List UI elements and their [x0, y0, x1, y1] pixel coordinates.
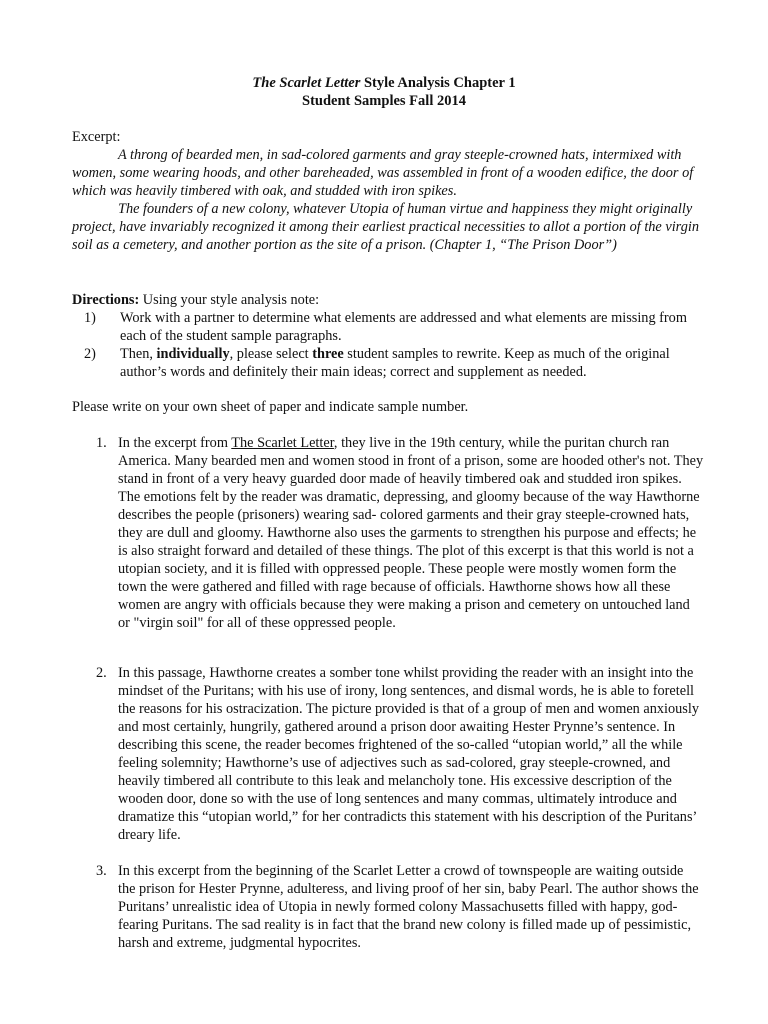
title-rest: Style Analysis Chapter 1: [360, 75, 516, 91]
sample-book-title: The Scarlet Letter: [231, 435, 334, 451]
sample-3: [72, 862, 704, 952]
sample-text: , they live in the 19th century, while the puritan church ran America. Many bearded men and women stood in front of a prison, some are hooded other's not. They stand in front of a very heavy guarded door made of heavily timbered oak and studded iron spikes. The emotions felt by the reader was dramatic, depressing, and gloomy because of the way Hawthorne describes the people (prisoners) wearing sad- colored garments and their gray steeple-crowned hats, they are dull and gloomy. Hawthorne also uses the garments to strengthen his purpose and effects; he is also straight forward and detailed of these things. The plot of this excerpt is that this world is not a utopian society, and it is filled with oppressed people. These people were mostly women form the town the were gathered and filled with rage because of officials. Hawthorne shows how all these women are angry with officials because they were making a prison and cemetery on untouched land or "virgin soil" for all of these oppressed people.: [118, 435, 704, 631]
direction-number: 1): [84, 310, 96, 326]
sample-item: [72, 664, 704, 844]
direction-number: 2): [84, 346, 96, 362]
direction-text-post: student samples to rewrite. Keep as much of the original author’s words and definitely their main ideas; correct and supplement as needed.: [120, 346, 670, 380]
sample-1: [72, 434, 704, 632]
sample-number: 1.: [96, 435, 107, 451]
directions: [72, 291, 704, 381]
title-line: [0, 74, 768, 92]
sample-number: 3.: [96, 863, 107, 879]
sample-text: In this passage, Hawthorne creates a somber tone whilst providing the reader with an insight into the mindset of the Puritans; with his use of irony, long sentences, and dismal words, he is able to foretell the reasons for his ostracization. The picture provided is that of a group of men and women anxiously and most certainly, hungrily, gathered around a prison door awaiting Hester Prynne’s sentence. In describing this scene, the reader becomes frightened of the so-called “utopian world,” all the while feeling solemnity; Hawthorne’s use of adjectives such as sad-colored, gray steeple-crowned, and heavily timbered all contribute to this leak and melancholy tone. His excessive description of the wooden door, done so with the use of long sentences and many commas, ultimately introduce and dramatize this “utopian world,” for her contradicts this statement with his description of the Puritans’ dreary life.: [118, 665, 699, 843]
instruction-note: Please write on your own sheet of paper and indicate sample number.: [72, 399, 469, 415]
sample-item: [72, 862, 704, 952]
direction-item: [72, 309, 704, 345]
sample-text-pre: In the excerpt from: [118, 435, 232, 451]
directions-label: Directions:: [72, 292, 140, 308]
direction-item: [72, 345, 704, 381]
excerpt-label: Excerpt:: [72, 129, 121, 145]
excerpt-paragraph-2: The founders of a new colony, whatever Utopia of human virtue and happiness they might originally project, have invariably recognized it among their earliest practical necessities to allot a portion of the virgin soil as a cemetery, and another portion as the site of a prison. (Chapter 1, “The Prison Door”): [72, 201, 699, 253]
sample-text: In this excerpt from the beginning of the Scarlet Letter a crowd of townspeople are waiting outside the prison for Hester Prynne, adulteress, and living proof of her sin, baby Pearl. The author shows the Puritans’ unrealistic idea of Utopia in newly formed colony Massachusetts filled with happy, god- fearing Puritans. The sad reality is in fact that the brand new colony is filled made up of pessimistic, harsh and extreme, judgmental hypocrites.: [118, 863, 699, 951]
directions-heading: [72, 291, 704, 309]
direction-text: Work with a partner to determine what elements are addressed and what elements are missing from each of the student sample paragraphs.: [120, 310, 687, 344]
subtitle: Student Samples Fall 2014: [302, 93, 466, 109]
directions-intro: Using your style analysis note:: [139, 292, 320, 308]
sample-number: 2.: [96, 665, 107, 681]
excerpt-body: [72, 146, 704, 254]
sample-item: [72, 434, 704, 632]
direction-text-mid: , please select: [229, 346, 313, 362]
sample-2: [72, 664, 704, 844]
direction-bold-three: three: [312, 346, 344, 362]
direction-bold-individually: individually: [156, 346, 230, 362]
excerpt-paragraph-1: A throng of bearded men, in sad-colored garments and gray steeple-crowned hats, intermixed with women, some wearing hoods, and other bareheaded, was assembled in front of a wooden edifice, the door of which was heavily timbered with oak, and studded with iron spikes.: [72, 147, 694, 199]
document-title: [0, 74, 768, 110]
book-title: The Scarlet Letter: [252, 75, 361, 91]
direction-text-pre: Then,: [120, 346, 157, 362]
